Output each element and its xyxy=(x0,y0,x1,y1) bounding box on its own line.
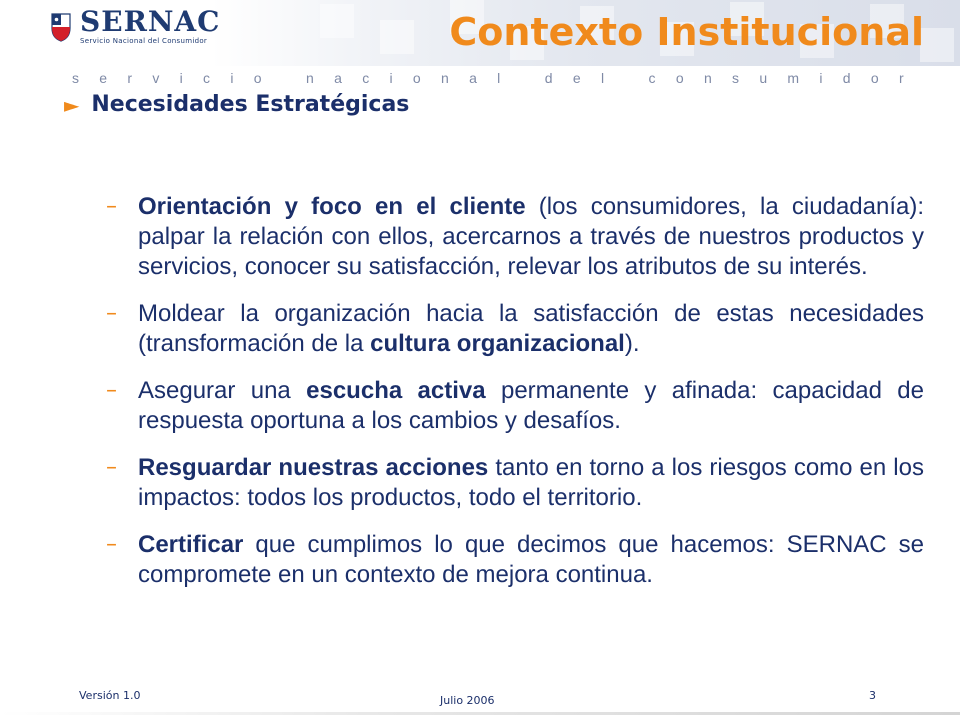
bullet-item xyxy=(106,530,924,590)
bullet-item xyxy=(106,299,924,359)
page-title: Contexto Institucional xyxy=(449,10,924,54)
bullet-item xyxy=(106,376,924,436)
dash-icon: – xyxy=(106,455,117,480)
section-heading xyxy=(64,92,409,117)
dash-icon: – xyxy=(106,194,117,219)
logo-subtitle: Servicio Nacional del Consumidor xyxy=(80,37,208,45)
bullet-item xyxy=(106,453,924,513)
bullet-text: Resguardar nuestras acciones tanto en torno a los riesgos como en los impactos: todos los productos, todo el territorio. xyxy=(138,454,924,511)
sernac-logo xyxy=(36,6,256,50)
play-triangle-icon: ► xyxy=(64,92,80,117)
footer-version: Versión 1.0 xyxy=(79,689,141,702)
section-heading-text: Necesidades Estratégicas xyxy=(91,92,410,117)
dash-icon: – xyxy=(106,301,117,326)
dash-icon: – xyxy=(106,532,117,557)
chile-flag-icon xyxy=(50,12,72,42)
logo-name: SERNAC xyxy=(80,5,221,38)
tagline: servicio nacional del consumidor xyxy=(72,70,924,86)
bullet-list xyxy=(106,192,924,607)
bullet-text: Moldear la organización hacia la satisfacción de estas necesidades (transformación de la cultura organizacional). xyxy=(138,300,924,357)
page-number: 3 xyxy=(869,689,876,702)
dash-icon: – xyxy=(106,378,117,403)
footer-date: Julio 2006 xyxy=(440,694,495,707)
bullet-text: Asegurar una escucha activa permanente y afinada: capacidad de respuesta oportuna a los cambios y desafíos. xyxy=(138,377,924,434)
bullet-text: Certificar que cumplimos lo que decimos que hacemos: SERNAC se compromete en un contexto de mejora continua. xyxy=(138,531,924,588)
bullet-text: Orientación y foco en el cliente (los consumidores, la ciudadanía): palpar la relación con ellos, acercarnos a través de nuestros productos y servicios, conocer su satisfacción, relevar los atributos de su interés. xyxy=(138,193,925,280)
bullet-item xyxy=(106,192,924,282)
footer-divider xyxy=(0,712,960,715)
